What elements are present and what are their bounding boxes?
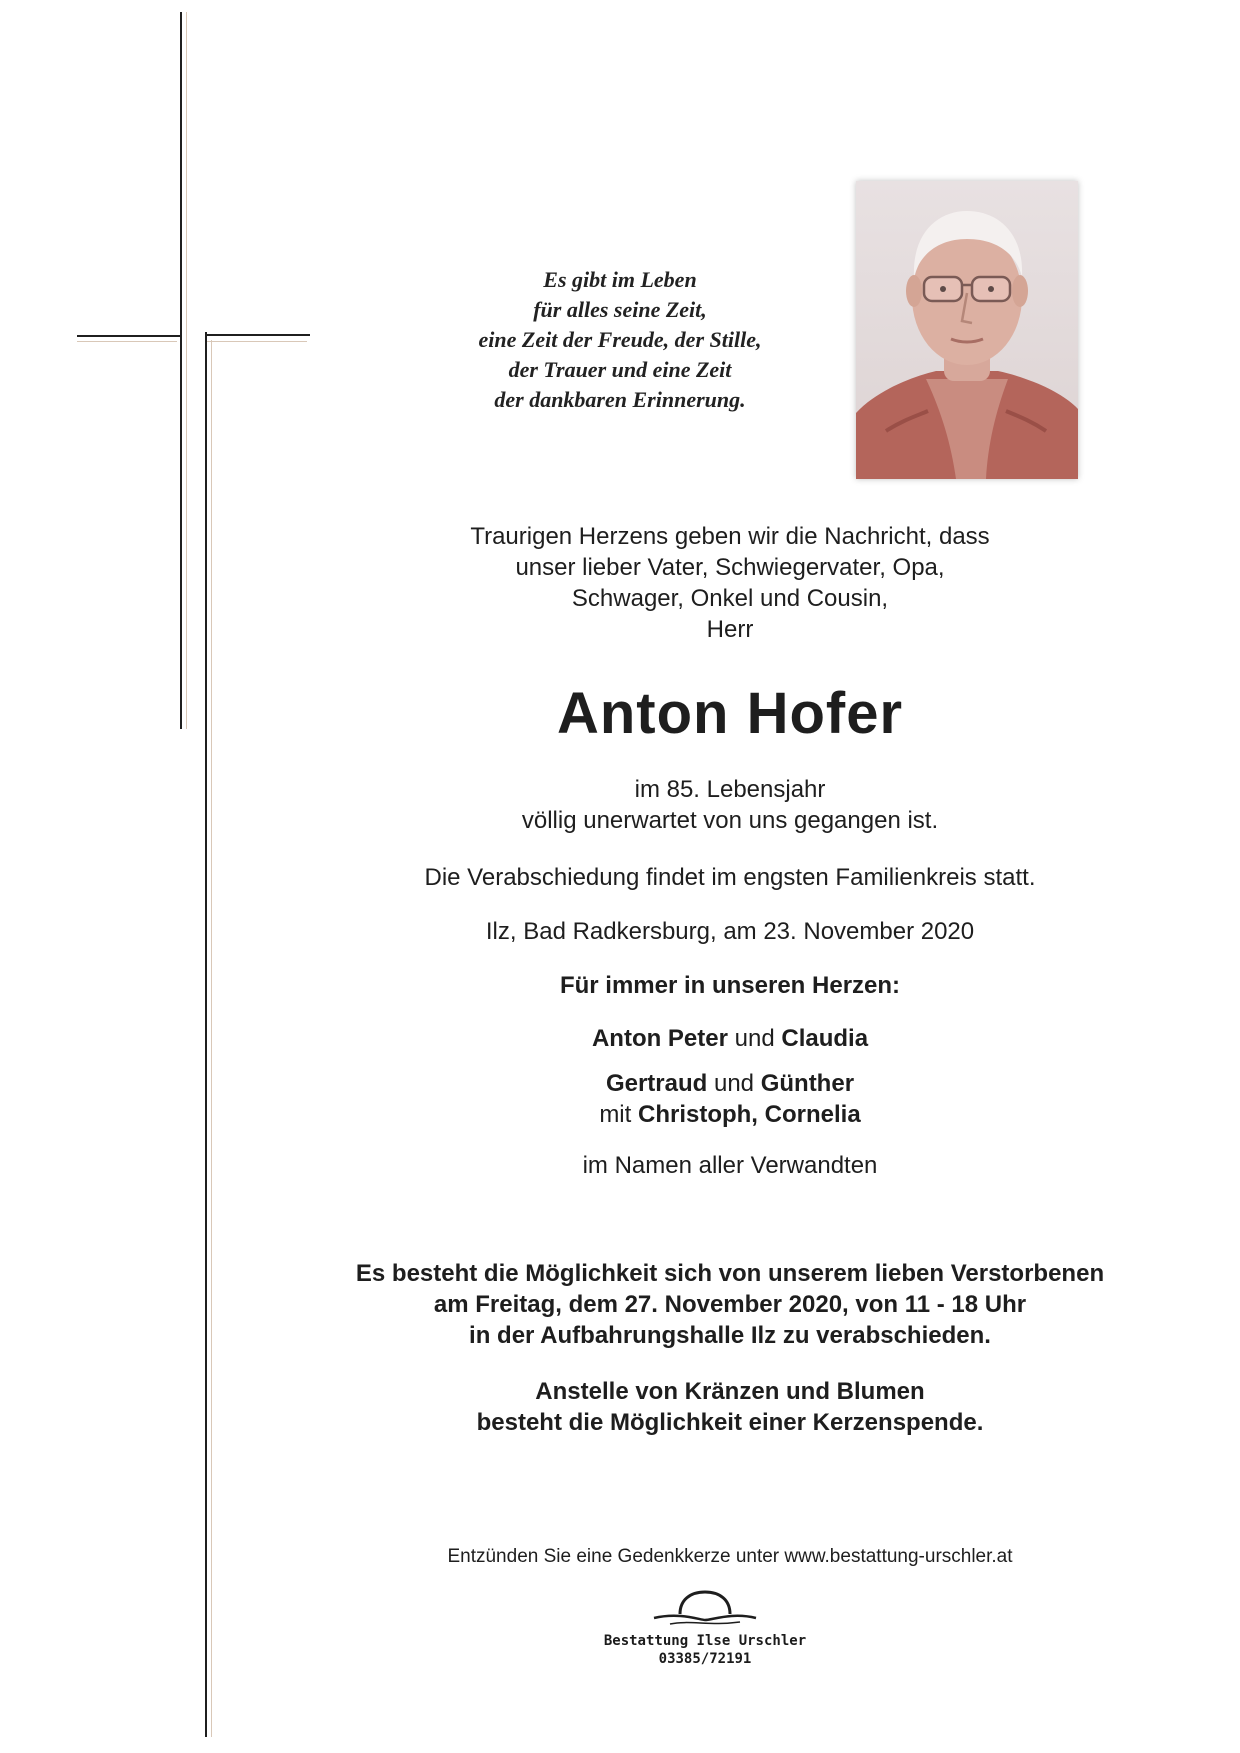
- viewing-line: Es besteht die Möglichkeit sich von unserem lieben Verstorbenen: [355, 1260, 1105, 1287]
- cross-icon: [77, 335, 181, 337]
- funeral-home-logo: [595, 1588, 815, 1668]
- conjunction: und: [727, 1025, 782, 1052]
- cross-shadow: [77, 341, 177, 342]
- deceased-name: Anton Hofer: [556, 681, 904, 746]
- death-announcement: [280, 521, 1180, 645]
- conjunction: mit: [599, 1101, 638, 1128]
- announcement-line: unser lieber Vater, Schwiegervater, Opa,: [515, 554, 945, 581]
- donation-line: Anstelle von Kränzen und Blumen: [535, 1378, 925, 1405]
- announcement-line: Traurigen Herzens geben wir die Nachricht, dass: [470, 523, 990, 550]
- donation-note: [280, 1376, 1180, 1438]
- viewing-information: [280, 1258, 1180, 1351]
- family-heading: Für immer in unseren Herzen:: [559, 972, 901, 999]
- family-member: Günther: [760, 1070, 855, 1097]
- cross-icon: [180, 12, 182, 729]
- memorial-quote: [420, 265, 820, 415]
- place-and-date: Ilz, Bad Radkersburg, am 23. November 2020: [485, 918, 975, 945]
- memorial-candle-note: Entzünden Sie eine Gedenkkerze unter www.bestattung-urschler.at: [447, 1546, 1013, 1567]
- viewing-line: in der Aufbahrungshalle Ilz zu verabschieden.: [469, 1322, 991, 1349]
- announcement-line: Schwager, Onkel und Cousin,: [571, 585, 889, 612]
- portrait-image: [856, 181, 1078, 479]
- funeral-home-logo-icon: [650, 1588, 760, 1630]
- quote-line: für alles seine Zeit,: [533, 297, 707, 322]
- family-line: [280, 1068, 1180, 1130]
- portrait-photo: [856, 181, 1078, 479]
- quote-line: eine Zeit der Freude, der Stille,: [478, 327, 762, 352]
- quote-line: der dankbaren Erinnerung.: [494, 387, 746, 412]
- announcement-line: Herr: [706, 616, 754, 643]
- funeral-home-phone: 03385/72191: [658, 1651, 752, 1667]
- age-line: völlig unerwartet von uns gegangen ist.: [521, 807, 939, 834]
- family-member: Christoph, Cornelia: [637, 1101, 861, 1128]
- family-member: Anton Peter: [591, 1025, 728, 1052]
- donation-line: besteht die Möglichkeit einer Kerzenspende.: [476, 1409, 984, 1436]
- cross-shadow: [207, 341, 307, 342]
- funeral-home-name: Bestattung Ilse Urschler: [603, 1633, 807, 1649]
- viewing-line: am Freitag, dem 27. November 2020, von 11 - 18 Uhr: [433, 1291, 1027, 1318]
- cross-icon: [205, 332, 207, 1737]
- quote-line: der Trauer und eine Zeit: [508, 357, 732, 382]
- family-line: [280, 1023, 1180, 1054]
- quote-line: Es gibt im Leben: [543, 267, 697, 292]
- cross-shadow: [211, 340, 212, 1737]
- cross-icon: [207, 334, 310, 336]
- cross-shadow: [186, 12, 187, 729]
- family-closing: im Namen aller Verwandten: [582, 1152, 878, 1179]
- family-member: Claudia: [781, 1025, 869, 1052]
- age-statement: [280, 774, 1180, 836]
- farewell-note: Die Verabschiedung findet im engsten Familienkreis statt.: [424, 864, 1036, 891]
- family-member: Gertraud: [605, 1070, 708, 1097]
- age-line: im 85. Lebensjahr: [634, 776, 826, 803]
- conjunction: und: [707, 1070, 761, 1097]
